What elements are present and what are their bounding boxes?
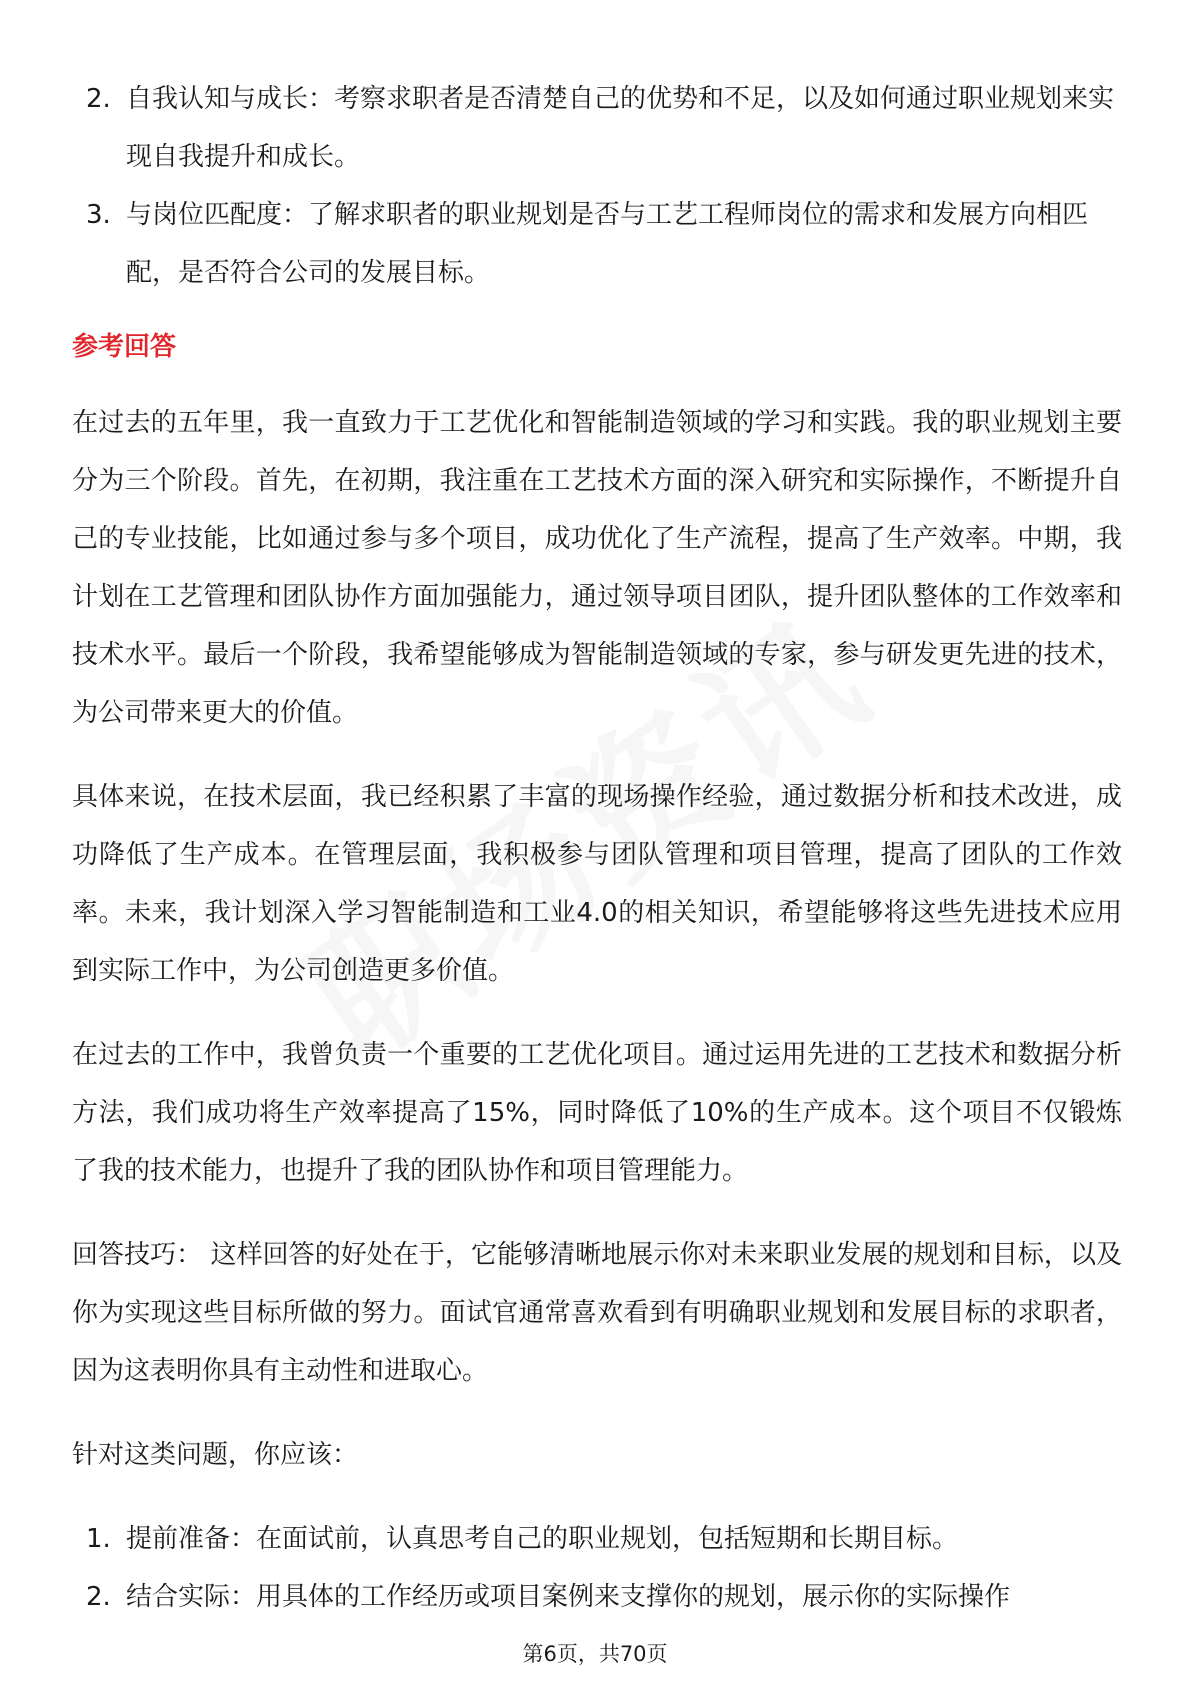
list-item xyxy=(72,186,1122,302)
answer-tips-paragraph: 回答技巧： 这样回答的好处在于，它能够清晰地展示你对未来职业发展的规划和目标，以及你为实现这些目标所做的努力。面试官通常喜欢看到有明确职业规划和发展目标的求职者，因为这表明你具有主动性和进取心。 xyxy=(72,1240,1122,1386)
list-item xyxy=(72,1510,1122,1568)
list-item-text: 提前准备：在面试前，认真思考自己的职业规划，包括短期和长期目标。 xyxy=(126,1524,959,1554)
list-item-text: 自我认知与成长：考察求职者是否清楚自己的优势和不足，以及如何通过职业规划来实现自我提升和成长。 xyxy=(126,84,1115,172)
page-content xyxy=(72,70,1122,1626)
list-item-number: 1. xyxy=(86,1524,111,1554)
list-item xyxy=(72,70,1122,186)
list-item-number: 2. xyxy=(86,1582,111,1612)
list-item xyxy=(72,1568,1122,1626)
answer-paragraph: 具体来说，在技术层面，我已经积累了丰富的现场操作经验，通过数据分析和技术改进，成功降低了生产成本。在管理层面，我积极参与团队管理和项目管理，提高了团队的工作效率。未来，我计划深入学习智能制造和工业4.0的相关知识，希望能够将这些先进技术应用到实际工作中，为公司创造更多价值。 xyxy=(72,782,1122,986)
advice-intro-paragraph: 针对这类问题，你应该： xyxy=(72,1440,359,1470)
bottom-numbered-list xyxy=(72,1510,1122,1626)
list-item-text: 结合实际：用具体的工作经历或项目案例来支撑你的规划，展示你的实际操作 xyxy=(126,1582,1011,1612)
answer-paragraph: 在过去的五年里，我一直致力于工艺优化和智能制造领域的学习和实践。我的职业规划主要分为三个阶段。首先，在初期，我注重在工艺技术方面的深入研究和实际操作，不断提升自己的专业技能，比如通过参与多个项目，成功优化了生产流程，提高了生产效率。中期，我计划在工艺管理和团队协作方面加强能力，通过领导项目团队，提升团队整体的工作效率和技术水平。最后一个阶段，我希望能够成为智能制造领域的专家，参与研发更先进的技术，为公司带来更大的价值。 xyxy=(72,408,1122,728)
page-number-footer: 第6页，共70页 xyxy=(522,1642,668,1666)
answer-paragraph: 在过去的工作中，我曾负责一个重要的工艺优化项目。通过运用先进的工艺技术和数据分析方法，我们成功将生产效率提高了15%，同时降低了10%的生产成本。这个项目不仅锻炼了我的技术能力，也提升了我的团队协作和项目管理能力。 xyxy=(72,1040,1122,1186)
list-item-number: 2. xyxy=(86,84,111,114)
top-numbered-list xyxy=(72,70,1122,302)
section-title-reference-answer: 参考回答 xyxy=(72,332,177,362)
list-item-text: 与岗位匹配度：了解求职者的职业规划是否与工艺工程师岗位的需求和发展方向相匹配，是否符合公司的发展目标。 xyxy=(126,200,1089,288)
list-item-number: 3. xyxy=(86,200,111,230)
